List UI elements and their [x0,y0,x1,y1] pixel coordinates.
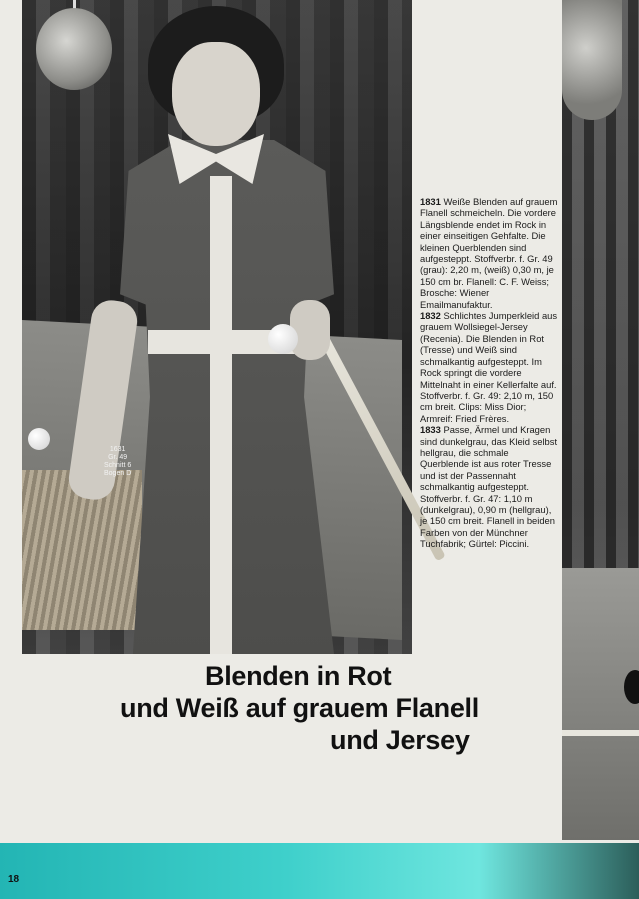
headline-line-3: und Jersey [330,725,470,755]
description-number: 1833 [420,424,441,436]
billiard-ball [28,428,50,450]
page-number: 18 [8,874,20,885]
description-text: Weiße Blenden auf grauem Flanell schmeicheln. Die vordere Längsblende endet im Rock in einer einseitigen Gehfalte. Die kleinen Querblenden sind aufgesteppt. Stoffverbr. f. Gr. 49 (grau): 2,20 m, (weiß) 0,30 m, je 150 cm br. Flanell: C. F. Weiss; Brosche: Wiener Emailmanufaktur. [420,196,558,310]
description-text: Passe, Ärmel und Kragen sind dunkelgrau, das Kleid selbst hellgrau, die schmale Querblende ist aus roter Tresse und ist der Passennaht schmalkantig aufgesteppt. Stoffverbr. f. Gr. 47: 1,10 m (dunkelgrau), 0,90 m (hellgrau), je 150 cm breit. Flanell in beiden Farben von der Münchner Tuchfabrik; Gürtel: Piccini. [420,424,558,550]
billiard-table [562,568,639,840]
pendant-lamp [36,8,112,90]
page-headline [100,660,560,756]
billiard-ball-in-hand [268,324,298,354]
pendant-lamp [562,0,622,120]
dress-vertical-trim [210,176,232,654]
billiard-cue [562,730,639,736]
description-1833 [420,424,558,549]
description-1832 [420,310,558,424]
model-face [172,42,260,146]
billiard-ball [624,670,639,704]
fashion-photo [22,0,412,654]
description-text: Schlichtes Jumperkleid aus grauem Wollsiegel-Jersey (Recenia). Die Blenden in Rot (Tresse) und Weiß sind schmalkantig aufgesteppt. Im Rock springt die vordere Mittelnaht in einer Kellerfalte auf. Stoffverbr. f. Gr. 49: 2,10 m, 150 cm breit. Clips: Miss Dior; Armreif: Fried Frères. [420,310,558,424]
model-tag-number: 1631 [109,446,126,453]
headline-line-1: Blenden in Rot [205,661,392,691]
adjacent-page-photo [562,0,639,840]
description-1831 [420,196,558,310]
description-column [420,196,558,550]
model-tag-sheet: Bogen D [104,470,132,477]
model-tag-size: Gr. 49 [108,454,128,461]
model-arm-right [290,300,330,360]
description-number: 1831 [420,196,441,207]
description-number: 1832 [420,310,441,322]
model-tag-pattern: Schnitt 6 [104,462,132,469]
headline-line-2: und Weiß auf grauem Flanell [120,693,479,723]
teal-footer-band [0,843,639,899]
model-tag [104,446,131,478]
